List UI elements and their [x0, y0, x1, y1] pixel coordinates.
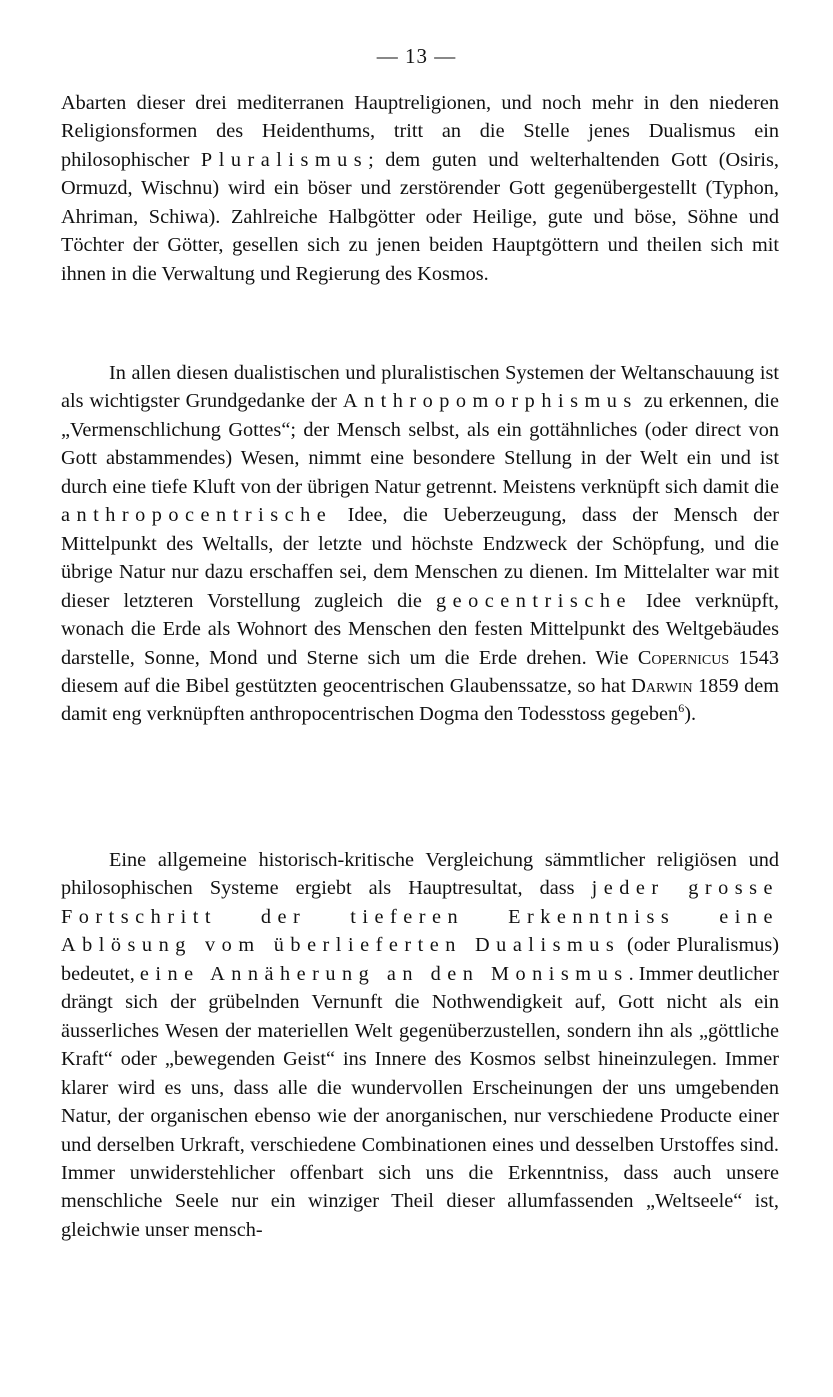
spaced-term-anthropomorphismus: Anthropomorphismus [342, 390, 638, 413]
paragraph-3 [61, 846, 779, 1244]
name-copernicus: Copernicus [637, 646, 730, 669]
paragraph-1 [61, 89, 779, 288]
spaced-phrase-fortschritt: jeder grosse Fortschritt der tieferen Erkenntniss eine Ablösung vom überlieferten Dualismus [61, 877, 779, 957]
paragraph-2-text-a: In allen diesen dualistischen und pluralistischen Systemen der Weltanschauung ist als wichtigster Grundgedanke der [61, 362, 779, 413]
spaced-phrase-monismus: eine Annäherung an den Monismus [139, 962, 629, 985]
paragraph-2-text-c: zu erkennen, die „Vermenschlichung Gottes“; der Mensch selbst, als ein gottähnliches (oder direct von Gott abstammendes) Wesen, nimmt eine besondere Stellung in der Welt ein und ist durch eine tiefe Kluft von der übrigen Natur getrennt. Meistens verknüpft sich damit die [61, 390, 779, 498]
name-darwin: Darwin [631, 674, 693, 697]
page-number: — 13 — [376, 44, 457, 68]
paragraph-2-text-e: Idee, die Ueberzeugung, dass der Mensch der Mittelpunkt des Weltalls, der letzte und höchste Endzweck der Schöpfung, und die übrige Natur nur dazu erschaffen sei, dem Menschen zu dienen. Im Mittelalter war mit dieser letzteren Vorstellung zugleich die [61, 504, 779, 612]
paragraph-2 [61, 359, 779, 729]
paragraph-3-text-e: . Immer deutlicher drängt sich der grübelnden Vernunft die Nothwendigkeit auf, Gott nicht als ein äusserliches Wesen der materiellen Welt gegenüberzustellen, sondern ihn als „göttliche Kraft“ oder „bewegenden Geist“ ins Innere des Kosmos selbst hineinzulegen. Immer klarer wird es uns, dass alle die wundervollen Erscheinungen der uns umgebenden Natur, der organischen ebenso wie der anorganischen, nur verschiedene Producte einer und derselben Urkraft, verschiedene Combinationen eines und desselben Urstoffes sind. Immer unwiderstehlicher offenbart sich uns die Erkenntniss, dass auch unsere menschliche Seele nur ein winziger Theil dieser allumfassenden „Weltseele“ ist, gleichwie unser mensch- [61, 962, 780, 1241]
paragraph-3-text-a: Eine allgemeine historisch-kritische Vergleichung sämmtlicher religiösen und philosophischen Systeme ergiebt als Hauptresultat, dass [61, 849, 779, 900]
spaced-term-geocentrische: geocentrische [436, 589, 632, 612]
paragraph-3-text-c: (oder Pluralismus) bedeutet, [61, 934, 780, 985]
footnote-marker: 6 [678, 701, 685, 716]
paragraph-2-text-g: Idee verknüpft, wonach die Erde als Wohnort des Menschen den festen Mittelpunkt des Weltgebäudes darstelle, Sonne, Mond und Sterne sich um die Erde drehen. Wie [61, 589, 779, 669]
spaced-term-anthropocentrische: anthropocentrische [61, 504, 333, 527]
paragraph-2-text-k: 1859 dem damit eng verknüpften anthropocentrischen Dogma den Todesstoss gegeben [61, 674, 780, 726]
paragraph-1-text-c: ; dem guten und welterhaltenden Gott (Osiris, Ormuzd, Wischnu) wird ein böser und zerstörender Gott gegenübergestellt (Typhon, Ahriman, Schiwa). Zahlreiche Halbgötter oder Heilige, gute und böse, Söhne und Töchter der Götter, gesellen sich zu jenen beiden Hauptgöttern und theilen sich mit ihnen in die Verwaltung und Regierung des Kosmos. [61, 148, 779, 285]
paragraph-2-text-l: ). [684, 703, 697, 726]
spaced-term-pluralismus: Pluralismus [200, 148, 369, 171]
paragraph-1-text-a: Abarten dieser drei mediterranen Hauptreligionen, und noch mehr in den niederen Religionsformen des Heidenthums, tritt an die Stelle jenes Dualismus ein philosophischer [61, 92, 779, 171]
paragraph-2-text-i: 1543 diesem auf die Bibel gestützten geocentrischen Glaubenssatze, so hat [61, 646, 779, 697]
